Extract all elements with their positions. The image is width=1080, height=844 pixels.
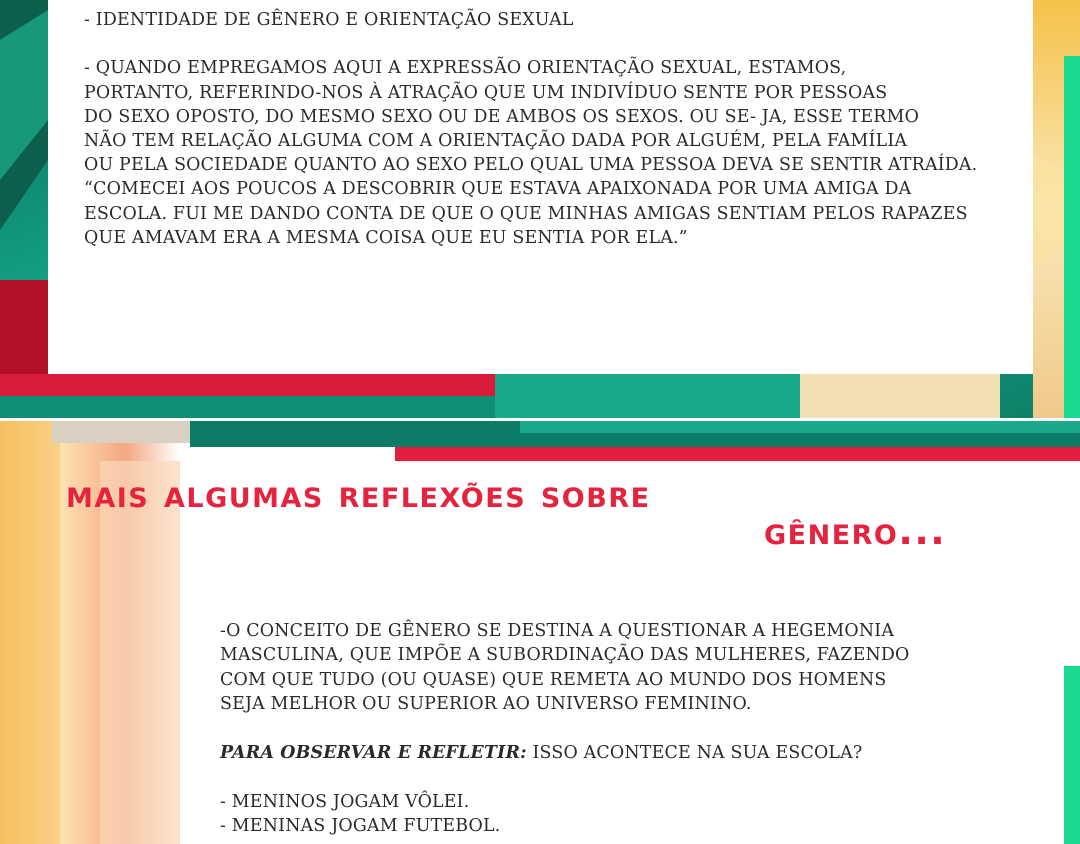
text-line: - QUANDO EMPREGAMOS AQUI A EXPRESSÃO ORIENTAÇÃO SEXUAL, ESTAMOS, [84, 58, 847, 79]
text-line: MASCULINA, QUE IMPÕE A SUBORDINAÇÃO DAS MULHERES, FAZENDO [220, 645, 910, 666]
text-line: NÃO TEM RELAÇÃO ALGUMA COM A ORIENTAÇÃO DADA POR ALGUÉM, PELA FAMÍLIA [84, 131, 908, 151]
orientation-text [84, 8, 984, 250]
list-item: - MENINOS JOGAM VÔLEI. [220, 791, 470, 812]
quote-line: ESCOLA. FUI ME DANDO CONTA DE QUE O QUE MINHAS AMIGAS SENTIAM PELOS RAPAZES [84, 203, 968, 224]
text-line: PORTANTO, REFERINDO-NOS À ATRAÇÃO QUE UM INDIVÍDUO SENTE POR PESSOAS [84, 82, 888, 103]
section-title-line-2: gênero... [764, 509, 947, 553]
text-line: -O CONCEITO DE GÊNERO SE DESTINA A QUESTIONAR A HEGEMONIA [220, 621, 895, 641]
text-line [84, 32, 984, 56]
observe-label: PARA OBSERVAR E REFLETIR: [220, 743, 527, 764]
text-line: DO SEXO OPOSTO, DO MESMO SEXO OU DE AMBOS OS SEXOS. OU SE- JA, ESSE TERMO [84, 106, 920, 127]
section-title-line-1: mais algumas reflexões sobre [66, 472, 651, 516]
text-line: SEJA MELHOR OU SUPERIOR AO UNIVERSO FEMININO. [220, 694, 752, 715]
gender-text [220, 619, 940, 839]
observe-line [220, 741, 940, 765]
observe-question: ISSO ACONTECE NA SUA ESCOLA? [526, 743, 863, 764]
slide-2 [0, 421, 1080, 844]
quote-line: QUE AMAVAM ERA A MESMA COISA QUE EU SENTIA POR ELA.” [84, 227, 688, 248]
slide-1 [0, 0, 1080, 418]
list-item: - MENINAS JOGAM FUTEBOL. [220, 816, 501, 837]
text-line: - IDENTIDADE DE GÊNERO E ORIENTAÇÃO SEXUAL [84, 10, 574, 30]
text-line: COM QUE TUDO (OU QUASE) QUE REMETA AO MUNDO DOS HOMENS [220, 669, 887, 690]
quote-line: “COMECEI AOS POUCOS A DESCOBRIR QUE ESTAVA APAIXONADA POR UMA AMIGA DA [84, 179, 912, 200]
text-line: OU PELA SOCIEDADE QUANTO AO SEXO PELO QUAL UMA PESSOA DEVA SE SENTIR ATRAÍDA. [84, 155, 978, 176]
